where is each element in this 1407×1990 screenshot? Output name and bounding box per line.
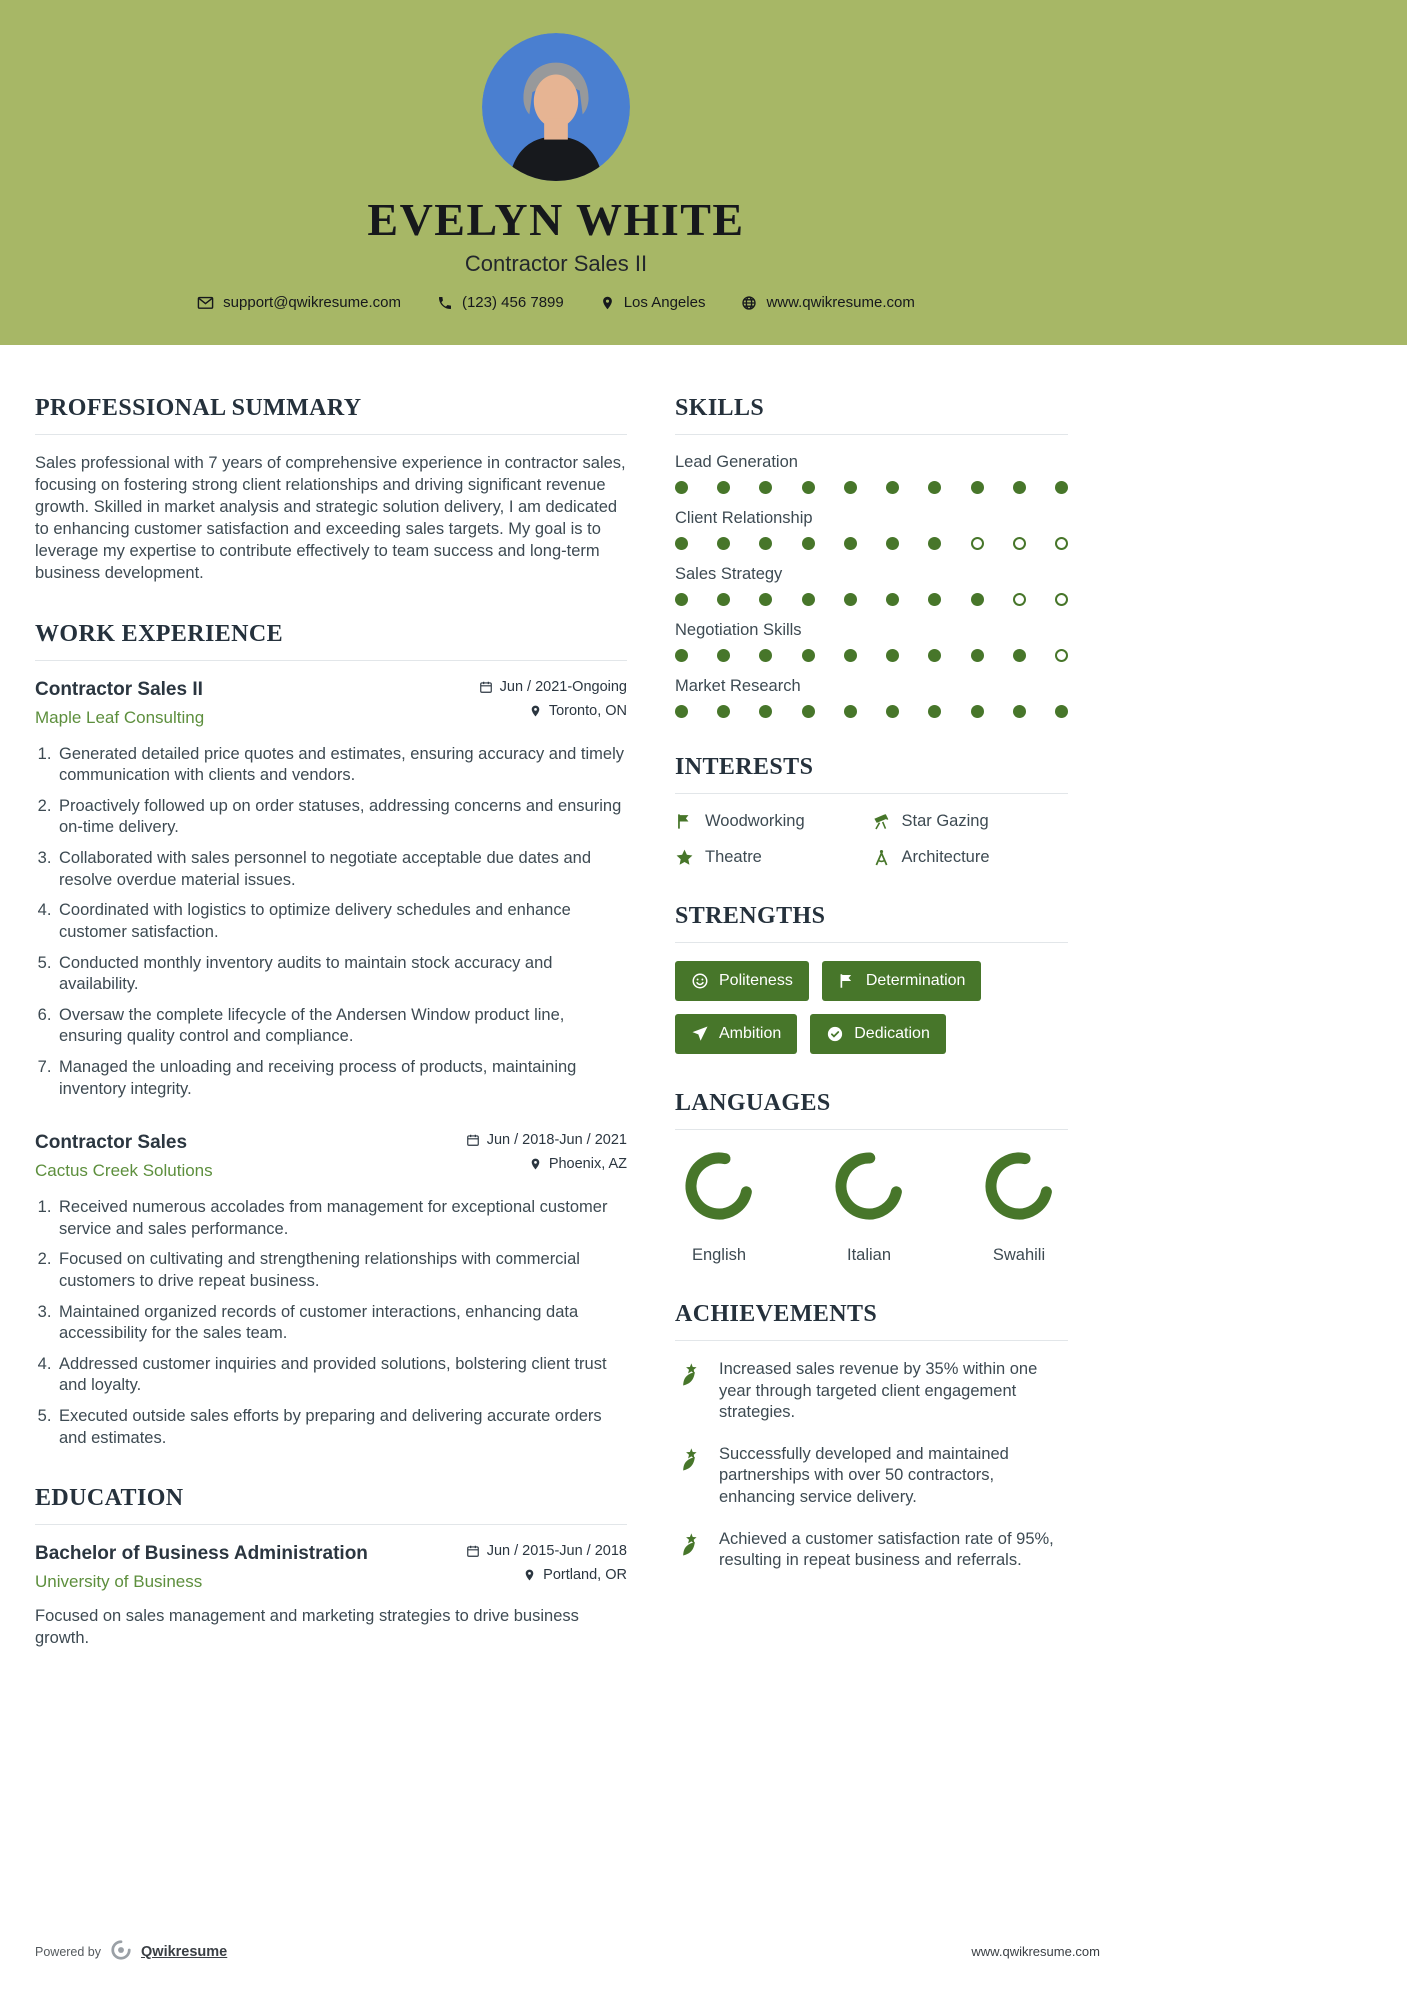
job-dates: Jun / 2021-Ongoing: [499, 678, 627, 695]
skill-name: Client Relationship: [675, 509, 813, 527]
flag-icon: [675, 812, 694, 831]
interests-section: [675, 754, 1068, 867]
language-label: English: [691, 1246, 747, 1264]
skill-dot: [971, 705, 984, 718]
skill-dot: [1013, 537, 1026, 550]
job-company: Cactus Creek Solutions: [35, 1161, 213, 1181]
skill-dot: [886, 593, 899, 606]
skill-dot: [759, 649, 772, 662]
skill-dot: [802, 481, 815, 494]
contact-email[interactable]: [197, 294, 401, 311]
interest-label: Woodworking: [705, 812, 805, 830]
job-entry: [35, 679, 627, 1101]
compass-icon: [872, 848, 891, 867]
contact-website-text: www.qwikresume.com: [766, 294, 915, 311]
skill-rating: [675, 537, 1068, 550]
strength-badge: [675, 961, 809, 1001]
job-bullet: 3. Collaborated with sales personnel to negotiate acceptable due dates and resolve overdue material issues.: [56, 848, 627, 891]
skill-name: Sales Strategy: [675, 565, 783, 583]
language-level-ring: [675, 1148, 763, 1224]
education-heading: EDUCATION: [35, 1485, 627, 1525]
smiley-icon: [691, 972, 709, 990]
job-bullet-list: [35, 1197, 627, 1449]
job-bullet: 2. Focused on cultivating and strengthening relationships with commercial customers to drive repeat business.: [56, 1249, 627, 1292]
flag-icon: [838, 972, 856, 990]
right-column: [675, 395, 1068, 1608]
job-bullet-list: [35, 744, 627, 1101]
summary-heading: PROFESSIONAL SUMMARY: [35, 395, 627, 435]
candidate-title: Contractor Sales II: [464, 251, 648, 276]
skill-dot: [717, 481, 730, 494]
skill-dot: [844, 705, 857, 718]
strength-label: Dedication: [854, 1025, 930, 1042]
interest-item: [675, 812, 872, 831]
strengths-heading: STRENGTHS: [675, 903, 1068, 943]
strength-label: Politeness: [719, 972, 793, 989]
language-label: Italian: [846, 1246, 892, 1264]
skill-dot: [1055, 593, 1068, 606]
degree-title: Bachelor of Business Administration: [35, 1543, 368, 1565]
skill-dot: [759, 705, 772, 718]
skill-dot: [1055, 649, 1068, 662]
skill-dot: [886, 537, 899, 550]
calendar-icon: [479, 680, 493, 694]
job-location: Phoenix, AZ: [548, 1156, 627, 1173]
job-bullet: 2. Proactively followed up on order statuses, addressing concerns and ensuring on-time delivery.: [56, 796, 627, 839]
skill-dot: [1013, 705, 1026, 718]
education-dates: Jun / 2015-Jun / 2018: [486, 1543, 627, 1560]
job-bullet: 3. Maintained organized records of customer interactions, enhancing data accessibility for the sales team.: [56, 1302, 627, 1345]
skill-dot: [802, 537, 815, 550]
contact-location: [600, 294, 706, 311]
achievement-icon: [675, 1529, 705, 1572]
resume-body: [0, 345, 1407, 1923]
skill-rating: [675, 481, 1068, 494]
skill-dot: [675, 593, 688, 606]
achievement-item: [675, 1529, 1068, 1572]
skill-dot: [802, 649, 815, 662]
skill-dot: [1055, 537, 1068, 550]
star-icon: [675, 848, 694, 867]
skill-dot: [928, 705, 941, 718]
calendar-icon: [466, 1544, 480, 1558]
job-bullet: 6. Oversaw the complete lifecycle of the Andersen Window product line, ensuring quality control and compliance.: [56, 1005, 627, 1048]
languages-heading: LANGUAGES: [675, 1090, 1068, 1130]
location-pin-icon: [600, 295, 615, 311]
strength-label: Determination: [865, 972, 966, 989]
skill-dot: [802, 593, 815, 606]
job-bullet: 5. Executed outside sales efforts by preparing and delivering accurate orders and estimates.: [56, 1406, 627, 1449]
skills-section: [675, 395, 1068, 718]
skill-item: [675, 509, 1068, 550]
strength-badge: [822, 961, 982, 1001]
job-company: Maple Leaf Consulting: [35, 707, 205, 727]
summary-text: Sales professional with 7 years of comprehensive experience in contractor sales, focusing on fostering strong client relationships and driving significant revenue growth. Skilled in market analysis and strategic solution delivery, I am dedicated to enhancing customer satisfaction and exceeding sales targets. My goal is to leverage my expertise to contribute effectively to team success and long-term business development.: [35, 454, 626, 582]
education-description: Focused on sales management and marketing strategies to drive business growth.: [35, 1607, 579, 1648]
contact-phone-text: (123) 456 7899: [461, 294, 564, 311]
job-dates: Jun / 2018-Jun / 2021: [486, 1132, 627, 1149]
email-icon: [197, 294, 214, 311]
contact-location-text: Los Angeles: [623, 294, 706, 311]
achievement-item: [675, 1359, 1068, 1424]
skill-dot: [844, 481, 857, 494]
globe-icon: [741, 295, 757, 311]
job-entry: [35, 1132, 627, 1449]
skill-item: [675, 621, 1068, 662]
telescope-icon: [872, 812, 891, 831]
skill-rating: [675, 705, 1068, 718]
skill-dot: [844, 537, 857, 550]
education-location: Portland, OR: [543, 1567, 627, 1584]
experience-heading: WORK EXPERIENCE: [35, 621, 627, 661]
skill-rating: [675, 593, 1068, 606]
skill-dot: [928, 537, 941, 550]
skill-dot: [844, 593, 857, 606]
skill-item: [675, 677, 1068, 718]
skill-dot: [717, 649, 730, 662]
skill-dot: [971, 537, 984, 550]
job-bullet: 1. Received numerous accolades from management for exceptional customer service and sales performance.: [56, 1197, 627, 1240]
achievement-item: [675, 1444, 1068, 1509]
calendar-icon: [466, 1133, 480, 1147]
skill-dot: [759, 593, 772, 606]
skill-item: [675, 453, 1068, 494]
education-section: [35, 1485, 627, 1650]
achievements-heading: ACHIEVEMENTS: [675, 1301, 1068, 1341]
page-footer: [35, 1923, 1100, 1990]
skill-dot: [717, 593, 730, 606]
qwikresume-brand-link[interactable]: Qwikresume: [141, 1943, 228, 1960]
skill-dot: [844, 649, 857, 662]
achievements-section: [675, 1301, 1068, 1572]
contact-row: [0, 294, 1112, 311]
job-bullet: 4. Coordinated with logistics to optimize delivery schedules and enhance customer satisfaction.: [56, 900, 627, 943]
skill-dot: [1013, 649, 1026, 662]
language-label: Swahili: [992, 1246, 1046, 1264]
skill-name: Market Research: [675, 677, 801, 695]
skill-dot: [928, 649, 941, 662]
skill-rating: [675, 649, 1068, 662]
skill-dot: [928, 481, 941, 494]
skill-name: Negotiation Skills: [675, 621, 802, 639]
interest-label: Architecture: [901, 848, 990, 866]
languages-section: [675, 1090, 1068, 1265]
phone-icon: [437, 295, 453, 311]
skill-dot: [886, 649, 899, 662]
achievement-text: Successfully developed and maintained partnerships with over 50 contractors, enhancing service delivery.: [719, 1444, 1009, 1507]
rocket-icon: [691, 1025, 709, 1043]
strength-badge: [675, 1014, 797, 1054]
job-bullet: 4. Addressed customer inquiries and provided solutions, bolstering client trust and loyalty.: [56, 1354, 627, 1397]
footer-website[interactable]: www.qwikresume.com: [971, 1944, 1100, 1959]
contact-email-text: support@qwikresume.com: [223, 294, 401, 311]
skill-item: [675, 565, 1068, 606]
skill-dot: [759, 537, 772, 550]
job-bullet: 7. Managed the unloading and receiving process of products, maintaining inventory integrity.: [56, 1057, 627, 1100]
job-location: Toronto, ON: [548, 702, 627, 719]
skill-name: Lead Generation: [675, 453, 798, 471]
skill-dot: [675, 705, 688, 718]
achievement-icon: [675, 1444, 705, 1509]
skill-dot: [675, 537, 688, 550]
resume-header: [0, 0, 1407, 345]
location-pin-icon: [529, 704, 542, 718]
job-title: Contractor Sales II: [35, 678, 203, 700]
skill-dot: [971, 593, 984, 606]
skill-dot: [886, 481, 899, 494]
strengths-section: [675, 903, 1068, 1054]
candidate-name: EVELYN WHITE: [367, 194, 745, 245]
skill-dot: [1013, 593, 1026, 606]
interest-item: [872, 848, 1069, 867]
contact-website[interactable]: [741, 294, 914, 311]
skill-dot: [886, 705, 899, 718]
job-bullet: 1. Generated detailed price quotes and estimates, ensuring accuracy and timely communication with clients and vendors.: [56, 744, 627, 787]
contact-phone[interactable]: [437, 294, 564, 311]
achievement-icon: [675, 1359, 705, 1424]
language-level-ring: [975, 1148, 1063, 1224]
experience-section: [35, 621, 627, 1450]
skill-dot: [675, 649, 688, 662]
skill-dot: [1055, 481, 1068, 494]
language-item: [975, 1148, 1063, 1265]
school-name: University of Business: [35, 1572, 203, 1592]
strength-label: Ambition: [719, 1025, 782, 1042]
skill-dot: [1055, 705, 1068, 718]
language-level-ring: [825, 1148, 913, 1224]
skill-dot: [1013, 481, 1026, 494]
skill-dot: [971, 649, 984, 662]
achievement-text: Increased sales revenue by 35% within one year through targeted client engagement strategies.: [719, 1360, 1038, 1422]
check-icon: [826, 1025, 844, 1043]
skill-dot: [802, 705, 815, 718]
summary-section: [35, 395, 627, 585]
qwikresume-logo-icon: [110, 1939, 132, 1964]
language-item: [825, 1148, 913, 1265]
achievement-text: Achieved a customer satisfaction rate of 95%, resulting in repeat business and referrals.: [719, 1529, 1054, 1570]
skill-dot: [717, 537, 730, 550]
language-item: [675, 1148, 763, 1265]
powered-by-label: Powered by: [35, 1944, 102, 1959]
interests-heading: INTERESTS: [675, 754, 1068, 794]
location-pin-icon: [529, 1157, 542, 1171]
job-bullet: 5. Conducted monthly inventory audits to maintain stock accuracy and availability.: [56, 953, 627, 996]
skill-dot: [759, 481, 772, 494]
left-column: [35, 395, 627, 1686]
location-pin-icon: [523, 1568, 536, 1582]
interest-item: [675, 848, 872, 867]
job-title: Contractor Sales: [35, 1132, 188, 1154]
interest-item: [872, 812, 1069, 831]
skill-dot: [971, 481, 984, 494]
skill-dot: [717, 705, 730, 718]
profile-photo: [482, 33, 630, 181]
interest-label: Star Gazing: [901, 812, 989, 830]
skills-heading: SKILLS: [675, 395, 1068, 435]
interest-label: Theatre: [705, 848, 762, 866]
skill-dot: [928, 593, 941, 606]
strength-badge: [810, 1014, 946, 1054]
skill-dot: [675, 481, 688, 494]
